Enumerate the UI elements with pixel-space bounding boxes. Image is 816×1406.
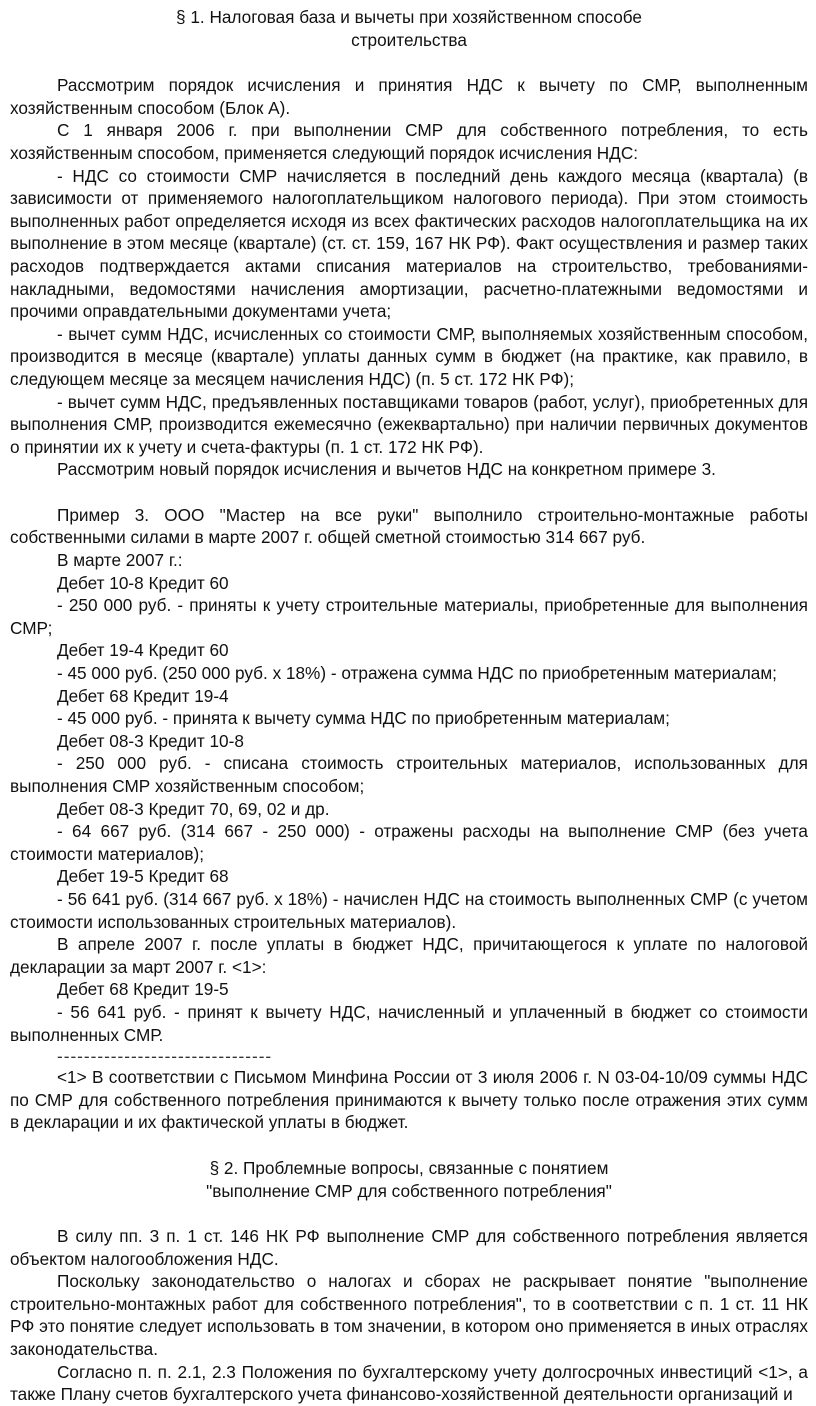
paragraph: Согласно п. п. 2.1, 2.3 Положения по бухгалтерскому учету долгосрочных инвестиций <1>, а также Плану счетов бухгалтерского учета финансово-хозяйственной деятельности организаций и — [10, 1361, 808, 1405]
spacer — [10, 481, 808, 504]
paragraph: Рассмотрим новый порядок исчисления и вычетов НДС на конкретном примере 3. — [57, 459, 716, 480]
section-1-title-line-2: строительства — [351, 29, 467, 50]
footnote-divider: -------------------------------- — [57, 1046, 273, 1067]
section-2-title — [10, 1157, 808, 1202]
paragraph: - вычет сумм НДС, предъявленных поставщиками товаров (работ, услуг), приобретенных для выполнения СМР, производится ежемесячно (ежеквартально) при наличии первичных документов о принятии их к учету и счета-фактуры (п. 1 ст. 172 НК РФ). — [10, 391, 808, 457]
entry-description: - 250 000 руб. - списана стоимость строительных материалов, использованных для выполнения СМР хозяйственным способом; — [10, 753, 808, 796]
section-1-title-line-1: § 1. Налоговая база и вычеты при хозяйственном способе — [176, 7, 642, 27]
accounting-entry: Дебет 68 Кредит 19-5 — [57, 979, 229, 1000]
entry-description: - 250 000 руб. - приняты к учету строительные материалы, приобретенные для выполнения СМР; — [10, 595, 808, 638]
accounting-entry: Дебет 10-8 Кредит 60 — [57, 572, 229, 593]
accounting-entry: Дебет 19-4 Кредит 60 — [57, 640, 229, 661]
entry-description: - 56 641 руб. (314 667 руб. x 18%) - начислен НДС на стоимость выполненных СМР (с учетом стоимости использованных строительных материалов). — [10, 888, 808, 932]
spacer — [10, 1202, 808, 1225]
example-heading-paragraph: Пример 3. ООО "Мастер на все руки" выполнило строительно-монтажные работы собственными силами в марте 2007 г. общей сметной стоимостью 314 667 руб. — [10, 504, 808, 548]
accounting-entry: Дебет 08-3 Кредит 70, 69, 02 и др. — [57, 798, 330, 819]
accounting-entry: Дебет 19-5 Кредит 68 — [57, 866, 229, 887]
footnote-text: <1> В соответствии с Письмом Минфина России от 3 июля 2006 г. N 03-04-10/09 суммы НДС по СМР для собственного потребления принимаются к вычету только после отражения этих сумм в декларации и их фактической уплаты в бюджет. — [10, 1067, 808, 1133]
spacer — [10, 1134, 808, 1157]
entry-description: - 45 000 руб. (250 000 руб. x 18%) - отражена сумма НДС по приобретенным материалам; — [57, 663, 777, 684]
paragraph: Поскольку законодательство о налогах и сборах не раскрывает понятие "выполнение строительно-монтажных работ для собственного потребления", то в соответствии с п. 1 ст. 11 НК РФ это понятие следует использовать в том значении, в котором оно применяется в иных отраслях законодательства. — [10, 1271, 808, 1360]
accounting-entry: Дебет 08-3 Кредит 10-8 — [57, 730, 244, 751]
paragraph: В апреле 2007 г. после уплаты в бюджет НДС, причитающегося к уплате по налоговой декларации за март 2007 г. <1>: — [10, 934, 808, 977]
paragraph: С 1 января 2006 г. при выполнении СМР для собственного потребления, то есть хозяйственным способом, применяется следующий порядок исчисления НДС: — [10, 120, 808, 163]
section-2-title-line-1: § 2. Проблемные вопросы, связанные с понятием — [209, 1157, 609, 1178]
paragraph: - НДС со стоимости СМР начисляется в последний день каждого месяца (квартала) (в зависимости от применяемого налогоплательщиком налогового периода). При этом стоимость выполненных работ определяется исходя из всех фактических расходов налогоплательщика на их выполнение в этом месяце (квартале) (ст. ст. 159, 167 НК РФ). Факт осуществления и размер таких расходов подтверждается актами списания материалов на строительство, требованиями-накладными, ведомостями начисления амортизации, расчетно-платежными ведомостями и прочими оправдательными документами учета; — [10, 165, 808, 322]
paragraph: В марте 2007 г.: — [57, 550, 183, 571]
paragraph: Рассмотрим порядок исчисления и принятия НДС к вычету по СМР, выполненным хозяйственным способом (Блок А). — [10, 75, 808, 118]
section-1-title — [10, 6, 808, 51]
spacer — [10, 51, 808, 74]
paragraph: - вычет сумм НДС, исчисленных со стоимости СМР, выполняемых хозяйственным способом, производится в месяце (квартале) уплаты данных сумм в бюджет (на практике, как правило, в следующем месяце за месяцем начисления НДС) (п. 5 ст. 172 НК РФ); — [10, 323, 808, 389]
section-2-title-line-2: "выполнение СМР для собственного потребления" — [206, 1180, 612, 1201]
entry-description: - 56 641 руб. - принят к вычету НДС, начисленный и уплаченный в бюджет со стоимости выполненных СМР. — [10, 1001, 808, 1045]
entry-description: - 45 000 руб. - принята к вычету сумма НДС по приобретенным материалам; — [57, 708, 670, 729]
paragraph: В силу пп. 3 п. 1 ст. 146 НК РФ выполнение СМР для собственного потребления является объектом налогообложения НДС. — [10, 1226, 808, 1269]
entry-description: - 64 667 руб. (314 667 - 250 000) - отражены расходы на выполнение СМР (без учета стоимости материалов); — [10, 821, 808, 864]
accounting-entry: Дебет 68 Кредит 19-4 — [57, 685, 229, 706]
